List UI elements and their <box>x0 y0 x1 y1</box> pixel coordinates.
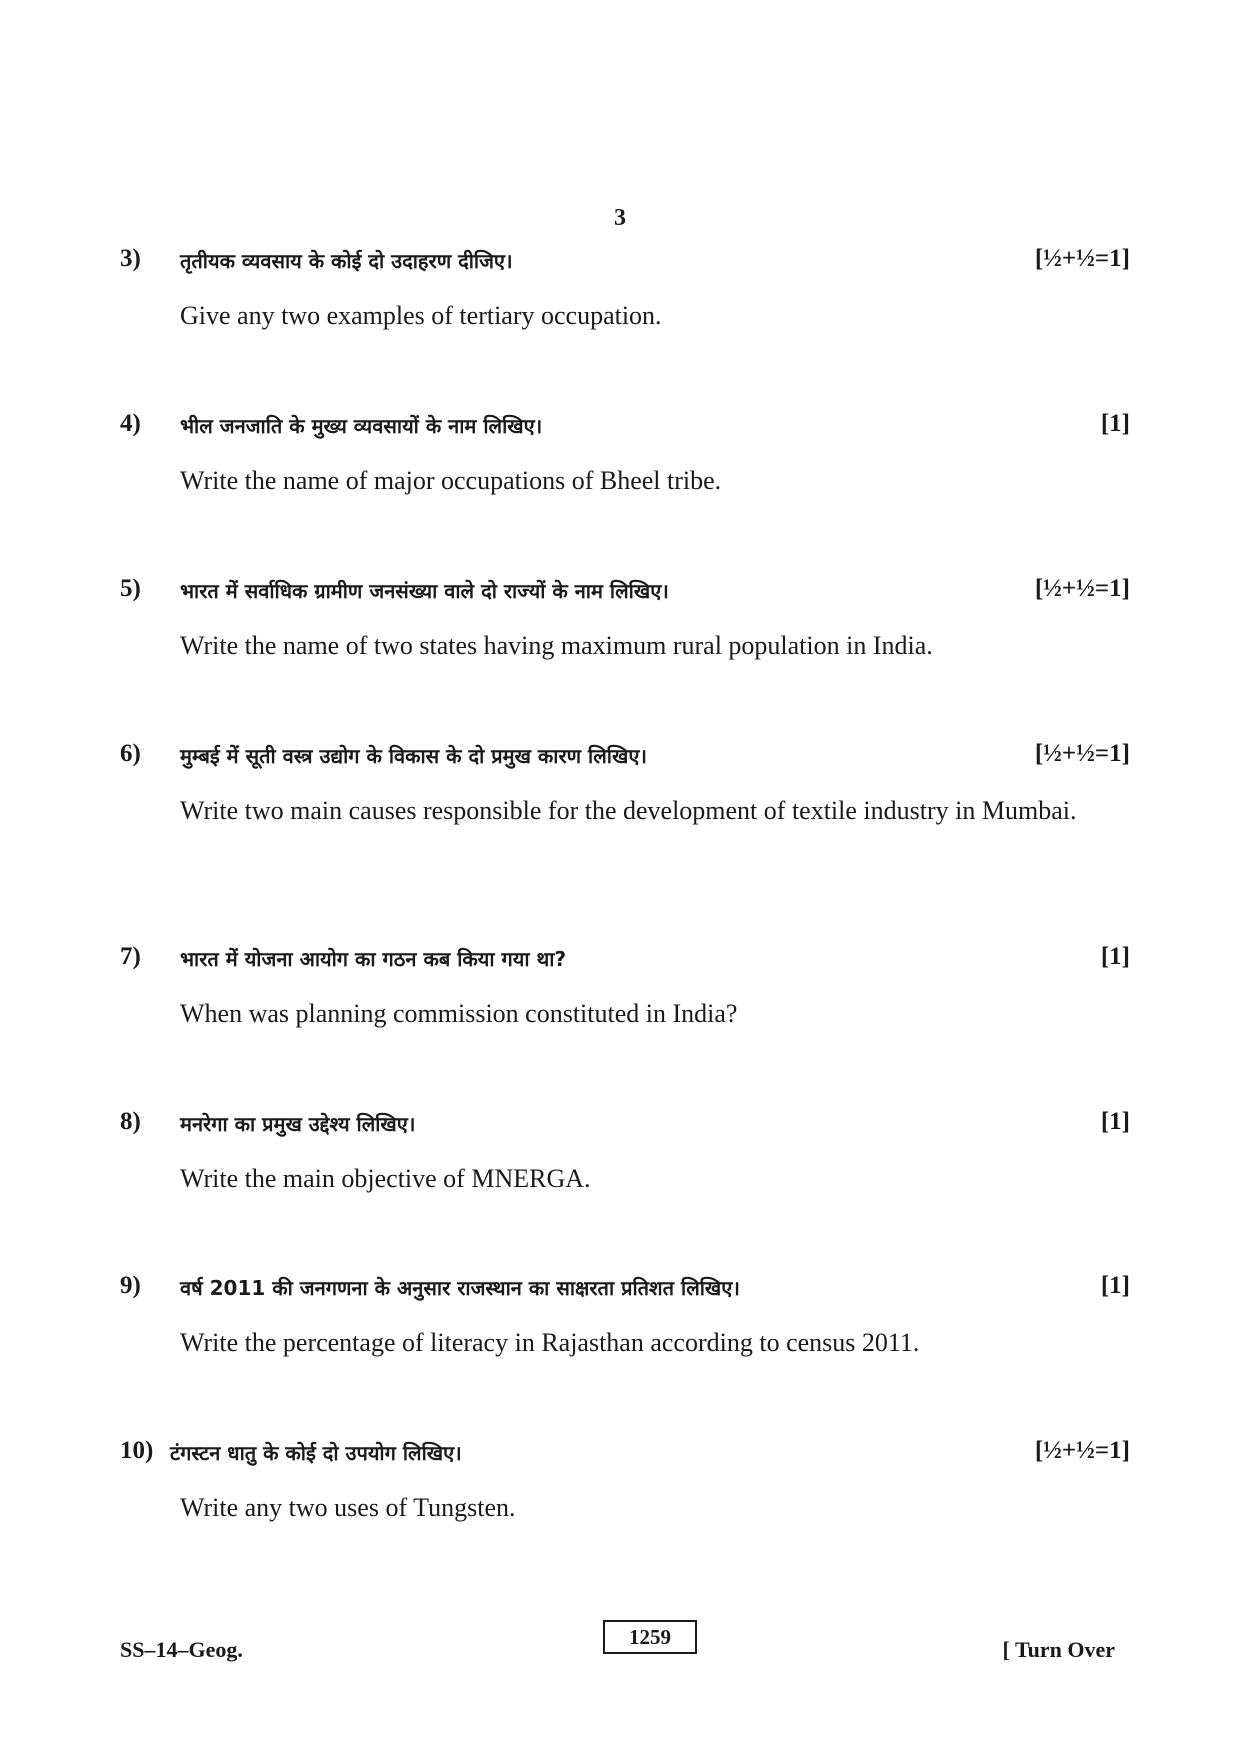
question-7 <box>120 943 1130 1033</box>
question-text-hindi: वर्ष 2011 की जनगणना के अनुसार राजस्थान का साक्षरता प्रतिशत लिखिए। <box>180 1276 740 1300</box>
turn-over-label: [ Turn Over <box>1002 1637 1115 1662</box>
question-number: 4) <box>120 410 141 437</box>
question-5 <box>120 575 1130 665</box>
question-text-english: Write the main objective of MNERGA. <box>180 1164 591 1193</box>
question-text-english: Write two main causes responsible for the development of textile industry in Mumbai. <box>180 796 1077 825</box>
question-8 <box>120 1108 1130 1198</box>
question-9 <box>120 1272 1130 1362</box>
question-6 <box>120 740 1130 830</box>
question-number: 5) <box>120 575 141 602</box>
question-marks: [½+½=1] <box>1034 740 1130 767</box>
question-marks: [½+½=1] <box>1034 245 1130 272</box>
question-text-hindi: भारत में सर्वाधिक ग्रामीण जनसंख्या वाले दो राज्यों के नाम लिखिए। <box>180 579 669 603</box>
question-number: 10) <box>120 1437 154 1464</box>
question-number: 7) <box>120 943 141 970</box>
serial-number-box: 1259 <box>603 1620 697 1654</box>
question-text-hindi: तृतीयक व्यवसाय के कोई दो उदाहरण दीजिए। <box>180 249 513 273</box>
question-number: 9) <box>120 1272 141 1299</box>
question-text-english: Give any two examples of tertiary occupation. <box>180 301 662 330</box>
question-marks: [1] <box>1100 410 1130 437</box>
question-marks: [½+½=1] <box>1034 1437 1130 1464</box>
question-4 <box>120 410 1130 500</box>
paper-code: SS–14–Geog. <box>120 1637 243 1662</box>
question-text-english: When was planning commission constituted in India? <box>180 999 738 1028</box>
question-text-english: Write the percentage of literacy in Rajasthan according to census 2011. <box>180 1328 920 1357</box>
question-3 <box>120 245 1130 335</box>
question-text-hindi: भील जनजाति के मुख्य व्यवसायों के नाम लिखिए। <box>180 414 543 438</box>
question-text-hindi: टंगस्टन धातु के कोई दो उपयोग लिखिए। <box>170 1441 462 1465</box>
question-number: 8) <box>120 1108 141 1135</box>
question-marks: [½+½=1] <box>1034 575 1130 602</box>
question-marks: [1] <box>1100 1272 1130 1299</box>
question-text-english: Write the name of two states having maximum rural population in India. <box>180 631 933 660</box>
question-number: 3) <box>120 245 141 272</box>
page-number: 3 <box>614 205 626 231</box>
question-text-hindi: भारत में योजना आयोग का गठन कब किया गया था? <box>180 947 567 971</box>
question-marks: [1] <box>1100 943 1130 970</box>
question-text-english: Write the name of major occupations of Bheel tribe. <box>180 466 722 495</box>
question-text-hindi: मनरेगा का प्रमुख उद्देश्य लिखिए। <box>180 1112 416 1136</box>
question-text-english: Write any two uses of Tungsten. <box>180 1493 516 1522</box>
question-10 <box>120 1437 1130 1527</box>
question-text-hindi: मुम्बई में सूती वस्त्र उद्योग के विकास के दो प्रमुख कारण लिखिए। <box>180 744 647 768</box>
question-number: 6) <box>120 740 141 767</box>
question-marks: [1] <box>1100 1108 1130 1135</box>
